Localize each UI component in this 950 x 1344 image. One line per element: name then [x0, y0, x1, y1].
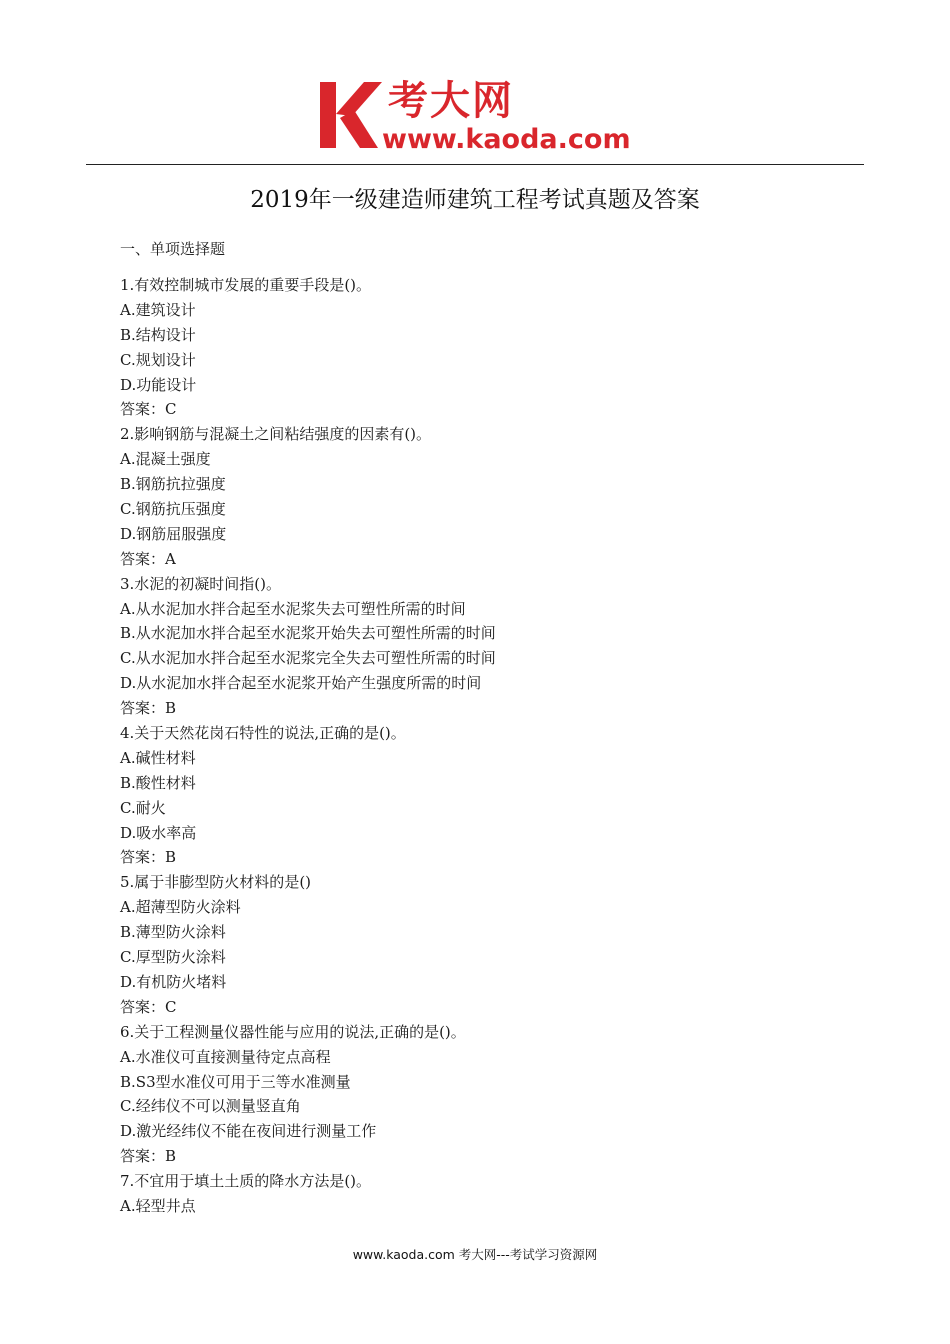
question-line: B.酸性材料: [120, 773, 196, 792]
question-line: B.钢筋抗拉强度: [120, 475, 226, 494]
question-line: A.超薄型防火涂料: [120, 898, 241, 917]
question-line: 3.水泥的初凝时间指()。: [120, 574, 282, 593]
question-line: C.钢筋抗压强度: [120, 500, 226, 519]
question-line: 7.不宜用于填土土质的降水方法是()。: [120, 1172, 372, 1191]
question-line: B.结构设计: [120, 325, 196, 344]
question-line: 2.影响钢筋与混凝土之间粘结强度的因素有()。: [120, 425, 432, 444]
question-line: A.碱性材料: [120, 748, 196, 767]
k-letter-icon: [318, 78, 388, 152]
question-line: D.有机防火堵料: [120, 972, 227, 991]
question-line: D.从水泥加水拌合起至水泥浆开始产生强度所需的时间: [120, 674, 482, 693]
question-line: 答案：B: [120, 699, 177, 718]
question-line: 6.关于工程测量仪器性能与应用的说法,正确的是()。: [120, 1022, 466, 1041]
question-line: C.从水泥加水拌合起至水泥浆完全失去可塑性所需的时间: [120, 649, 496, 668]
question-line: 答案：A: [120, 549, 176, 568]
question-list: [120, 273, 840, 1219]
question-line: C.经纬仪不可以测量竖直角: [120, 1097, 301, 1116]
question-line: D.钢筋屈服强度: [120, 524, 227, 543]
question-line: B.从水泥加水拌合起至水泥浆开始失去可塑性所需的时间: [120, 624, 496, 643]
question-line: D.功能设计: [120, 375, 197, 394]
question-line: 答案：C: [120, 400, 177, 419]
question-line: A.水准仪可直接测量待定点高程: [120, 1047, 331, 1066]
kaoda-logo: [318, 76, 638, 158]
question-line: 答案：B: [120, 848, 177, 867]
question-line: B.薄型防火涂料: [120, 923, 226, 942]
question-line: 5.属于非膨型防火材料的是(): [120, 873, 312, 892]
section-heading: 一、单项选择题: [120, 240, 226, 258]
question-line: A.轻型井点: [120, 1196, 196, 1215]
page-footer: www.kaoda.com 考大网---考试学习资源网: [352, 1247, 598, 1262]
question-line: A.混凝土强度: [120, 450, 211, 469]
question-line: C.厚型防火涂料: [120, 948, 226, 967]
question-line: 答案：B: [120, 1147, 177, 1166]
question-line: B.S3型水准仪可用于三等水准测量: [120, 1072, 351, 1091]
logo-url: www.kaoda.com: [382, 124, 631, 155]
question-line: C.耐火: [120, 798, 166, 817]
question-line: 答案：C: [120, 997, 177, 1016]
question-line: D.激光经纬仪不能在夜间进行测量工作: [120, 1122, 377, 1141]
header-divider: [86, 164, 864, 165]
question-line: A.从水泥加水拌合起至水泥浆失去可塑性所需的时间: [120, 599, 466, 618]
question-line: 4.关于天然花岗石特性的说法,正确的是()。: [120, 724, 406, 743]
question-line: 1.有效控制城市发展的重要手段是()。: [120, 276, 372, 294]
document-title: 2019年一级建造师建筑工程考试真题及答案: [250, 187, 700, 213]
question-line: D.吸水率高: [120, 823, 197, 842]
question-line: A.建筑设计: [120, 300, 196, 319]
logo-brand-name: 考大网: [388, 78, 514, 124]
question-line: C.规划设计: [120, 350, 196, 369]
